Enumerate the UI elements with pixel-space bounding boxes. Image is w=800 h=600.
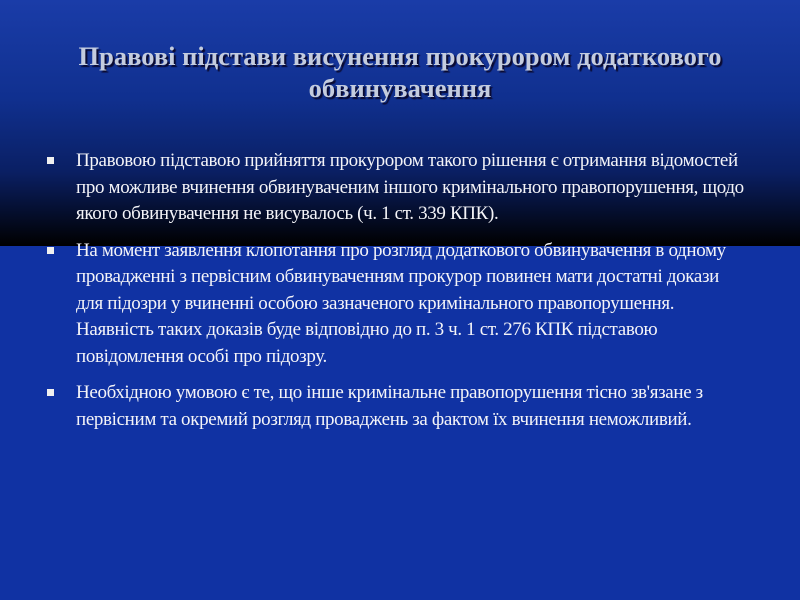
bullet-list xyxy=(44,148,748,443)
bullet-item xyxy=(44,238,748,371)
square-bullet-icon xyxy=(47,389,54,396)
bullet-item xyxy=(44,380,748,433)
slide-title: Правові підстави висунення прокурором додаткового обвинувачення xyxy=(78,41,722,103)
bullet-text: На момент заявлення клопотання про розгляд додаткового обвинувачення в одному провадженні з первісним обвинуваченням прокурор повинен мати достатні докази для підозри у вчиненні особою зазначеного кримінального правопорушення. Наявність таких доказів буде відповідно до п. 3 ч. 1 ст. 276 КПК підставою повідомлення особі про підозру. xyxy=(76,239,726,367)
bullet-item xyxy=(44,148,748,228)
bullet-text: Необхідною умовою є те, що інше кримінальне правопорушення тісно зв'язане з первісним та окремий розгляд проваджень за фактом їх вчинення неможливий. xyxy=(76,382,703,430)
square-bullet-icon xyxy=(47,247,54,254)
square-bullet-icon xyxy=(47,157,54,164)
bullet-text: Правовою підставою прийняття прокурором такого рішення є отримання відомостей про можливе вчинення обвинуваченим іншого кримінального правопорушення, щодо якого обвинувачення не висувалось (ч. 1 ст. 339 КПК). xyxy=(76,150,744,224)
